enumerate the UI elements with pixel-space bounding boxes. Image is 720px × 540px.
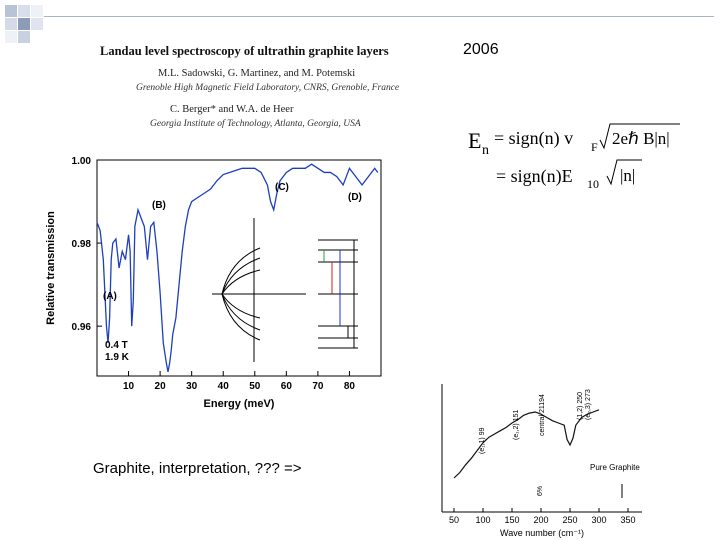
peak-label: (e₁,2) 151 <box>513 409 520 440</box>
series-name-label: Pure Graphite <box>590 463 640 472</box>
x-tick-label: 50 <box>448 515 460 525</box>
ir-ticks <box>449 508 636 525</box>
annotation-D: (D) <box>348 192 362 203</box>
transmission-chart <box>40 150 390 415</box>
x-tick-label: 30 <box>186 381 198 392</box>
formula-lhs: E <box>468 128 482 153</box>
chart-frame <box>97 160 381 376</box>
corner-square <box>18 18 30 30</box>
x-tick-label: 150 <box>504 515 520 525</box>
y-tick-label: 0.98 <box>71 239 91 251</box>
paper-title: Landau level spectroscopy of ultrathin graphite layers <box>100 44 389 58</box>
y-tick-label: 0.96 <box>71 322 91 334</box>
field-label: 0.4 T <box>105 340 128 351</box>
temperature-label: 1.9 K <box>105 352 129 363</box>
ir-spectrum-chart <box>432 380 652 540</box>
peak-label: (1,2) 250 <box>577 391 584 420</box>
x-tick-label: 10 <box>122 381 135 392</box>
corner-square <box>5 18 17 30</box>
landau-formula <box>460 118 700 198</box>
xlabel: Energy (meV) <box>203 398 275 410</box>
x-tick-label: 350 <box>620 515 636 525</box>
x-tick-label: 200 <box>533 515 549 525</box>
corner-square <box>5 31 17 43</box>
formula-line1-rhs: = sign(n) v <box>494 128 574 148</box>
landau-level-inset <box>212 218 358 362</box>
paper-authors-2: C. Berger* and W.A. de Heer <box>170 104 294 115</box>
y-tick-label: 1.00 <box>71 156 91 167</box>
corner-square <box>31 18 43 30</box>
formula-line1-rhs-sub: F <box>591 140 598 154</box>
formula-line2-rhs: = sign(n)E <box>496 166 573 186</box>
ylabel: Relative transmission <box>45 211 57 325</box>
title-rule <box>44 16 714 17</box>
x-tick-label: 60 <box>280 381 292 392</box>
x-tick-label: 50 <box>249 381 261 392</box>
corner-square <box>18 31 30 43</box>
x-tick-label: 20 <box>154 381 166 392</box>
formula-line1-root: 2eℏ B|n| <box>612 129 670 148</box>
corner-square <box>31 5 43 17</box>
paper-affiliation-2: Georgia Institute of Technology, Atlanta, Georgia, USA <box>150 119 361 129</box>
peak-label: central 21194 <box>539 394 546 436</box>
x-tick-label: 300 <box>591 515 607 525</box>
x-tick-label: 40 <box>217 381 229 392</box>
x-tick-label: 250 <box>562 515 578 525</box>
paper-authors-1: M.L. Sadowski, G. Martinez, and M. Potemski <box>158 68 356 79</box>
slide-caption: Graphite, interpretation, ??? => <box>93 460 302 477</box>
peak-label: (e₂,3) 273 <box>585 389 592 420</box>
corner-square <box>18 5 30 17</box>
x-tick-label: 70 <box>312 381 324 392</box>
x-tick-label: 80 <box>343 381 356 392</box>
scale-label: 6% <box>537 485 544 496</box>
x-tick-label: 100 <box>475 515 491 525</box>
slide-year: 2006 <box>463 41 499 58</box>
ir-xlabel: Wave number (cm⁻¹) <box>500 528 584 538</box>
annotation-C: (C) <box>275 182 289 193</box>
transmission-series-line <box>97 164 378 372</box>
annotation-A: (A) <box>103 291 117 302</box>
corner-square <box>5 5 17 17</box>
formula-line2-sub: 10 <box>587 177 599 191</box>
formula-lhs-sub: n <box>482 143 489 158</box>
formula-line2-root: |n| <box>620 166 636 185</box>
annotation-B: (B) <box>152 200 166 211</box>
paper-affiliation-1: Grenoble High Magnetic Field Laboratory, CNRS, Grenoble, France <box>136 83 400 93</box>
peak-label: (e₁,1) 99 <box>479 427 486 454</box>
